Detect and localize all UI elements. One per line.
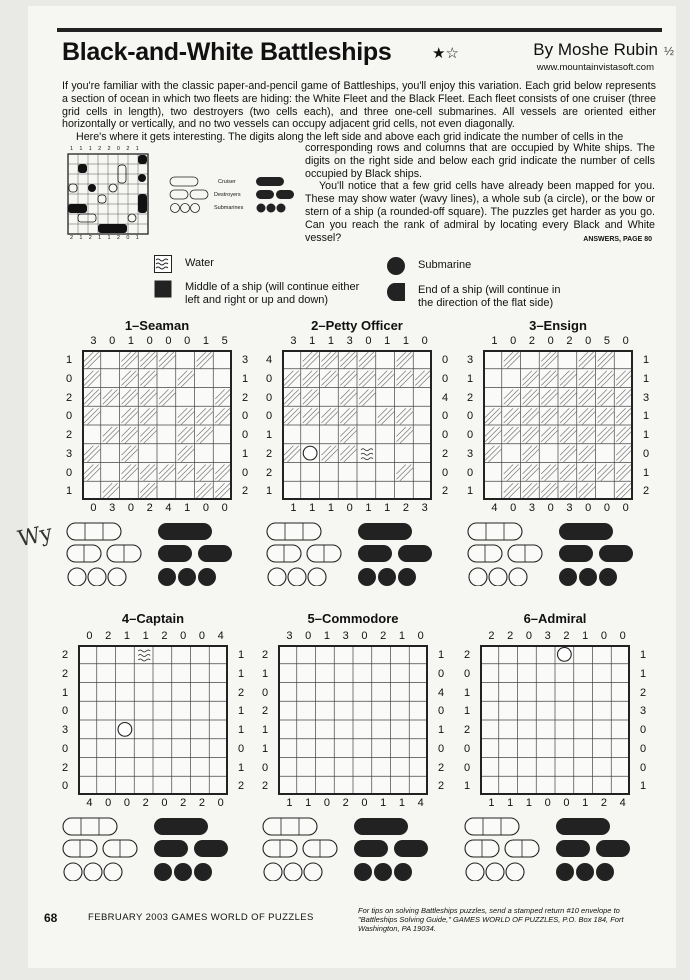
example-top-clues: 1 1 1 2 2 0 2 1 [70, 146, 142, 152]
right-clue: 2 [237, 780, 245, 793]
top-clue: 2 [105, 630, 112, 642]
bottom-clue: 1 [380, 797, 387, 809]
left-clue: 0 [61, 742, 69, 755]
bottom-clue: 0 [585, 502, 592, 514]
bottom-clue: 1 [398, 797, 405, 809]
left-clue: 1 [65, 354, 73, 366]
bottom-clue: 1 [286, 797, 293, 809]
right-clue: 2 [441, 447, 449, 460]
bottom-clue: 0 [361, 797, 368, 809]
right-clue: 1 [237, 667, 245, 680]
bottom-clue: 0 [161, 797, 168, 809]
left-clue: 2 [265, 447, 273, 460]
top-clue: 0 [525, 630, 532, 642]
right-clue: 1 [642, 372, 650, 385]
bottom-clue: 0 [123, 797, 130, 809]
left-clue: 1 [463, 780, 471, 793]
top-clue: 1 [327, 335, 334, 347]
top-clue: 1 [202, 335, 209, 347]
bottom-clue: 1 [327, 502, 334, 514]
submarine-icon [386, 256, 406, 276]
right-clue: 2 [237, 686, 245, 699]
top-clue: 0 [547, 335, 554, 347]
fleet-tally-drawing [464, 817, 644, 881]
left-clue: 0 [61, 705, 69, 718]
right-clue: 2 [441, 485, 449, 498]
top-clue: 0 [510, 335, 517, 347]
top-clue: 0 [421, 335, 428, 347]
top-clue: 1 [309, 335, 316, 347]
left-clue: 1 [466, 372, 474, 385]
top-clue: 1 [402, 335, 409, 347]
left-clue: 2 [261, 780, 269, 793]
bottom-clue: 1 [290, 502, 297, 514]
wrapped-text [305, 142, 655, 244]
puzzle-grid-1[interactable] [82, 350, 232, 500]
left-clue: 0 [463, 667, 471, 680]
top-clue: 1 [582, 630, 589, 642]
left-clue: 3 [65, 447, 73, 460]
difficulty-stars: ★☆ [432, 45, 459, 62]
page-title: Black-and-White Battleships [62, 38, 392, 66]
left-clue: 2 [65, 391, 73, 404]
right-clue: 0 [437, 667, 445, 680]
fleet-tally-1 [66, 522, 246, 591]
grid-lines [80, 647, 226, 793]
top-clue: 0 [305, 630, 312, 642]
top-clue: 2 [380, 630, 387, 642]
fleet-tally-drawing [467, 522, 647, 586]
bottom-clue: 2 [180, 797, 187, 809]
right-clue: 1 [642, 354, 650, 366]
bottom-clue: 4 [165, 502, 172, 514]
left-clue: 0 [261, 761, 269, 774]
top-clue: 0 [146, 335, 153, 347]
left-clue: 3 [61, 724, 69, 736]
left-clue: 1 [463, 686, 471, 699]
bottom-clue: 1 [184, 502, 191, 514]
left-clue: 2 [61, 667, 69, 680]
top-clue: 1 [142, 630, 149, 642]
left-clue: 0 [466, 410, 474, 423]
right-clue: 2 [241, 485, 249, 498]
left-clue: 2 [61, 649, 69, 661]
puzzle-title-4: 4–Captain [121, 611, 185, 626]
right-clue: 1 [639, 667, 647, 680]
bottom-clue: 0 [90, 502, 97, 514]
top-clue: 0 [365, 335, 372, 347]
right-clue: 0 [241, 410, 249, 423]
right-clue: 3 [642, 391, 650, 404]
top-clue: 1 [491, 335, 498, 347]
left-clue: 1 [265, 485, 273, 498]
example-label-destroyers: Destroyers [214, 192, 241, 198]
top-clue: 1 [123, 630, 130, 642]
top-clue: 3 [346, 335, 353, 347]
bottom-clue: 0 [217, 797, 224, 809]
footer-issue: FEBRUARY 2003 GAMES WORLD OF PUZZLES [88, 912, 314, 923]
top-clue: 1 [398, 630, 405, 642]
puzzle-title-5: 5–Commodore [307, 611, 399, 626]
top-clue: 3 [286, 630, 293, 642]
puzzle-grid-5[interactable] [278, 645, 428, 795]
puzzle-title-2: 2–Petty Officer [311, 318, 403, 333]
left-clue: 0 [65, 372, 73, 385]
right-clue: 0 [639, 724, 647, 736]
left-clue: 0 [265, 391, 273, 404]
right-clue: 0 [642, 447, 650, 460]
bottom-clue: 2 [600, 797, 607, 809]
top-clue: 0 [86, 630, 93, 642]
grid-lines [280, 647, 426, 793]
bottom-clue: 0 [323, 797, 330, 809]
right-clue: 0 [237, 742, 245, 755]
bottom-clue: 1 [309, 502, 316, 514]
bottom-clue: 2 [146, 502, 153, 514]
left-clue: 2 [265, 466, 273, 479]
left-clue: 3 [466, 447, 474, 460]
page-number: 68 [44, 911, 58, 925]
right-clue: 1 [639, 780, 647, 793]
top-clue: 5 [221, 335, 228, 347]
author-byline: By Moshe Rubin [533, 40, 658, 59]
bottom-clue: 2 [342, 797, 349, 809]
top-clue: 2 [507, 630, 514, 642]
ship-end-icon [386, 282, 406, 302]
left-clue: 4 [265, 354, 273, 366]
left-clue: 0 [463, 742, 471, 755]
bottom-clue: 0 [547, 502, 554, 514]
top-clue: 0 [600, 630, 607, 642]
grid-lines [284, 352, 430, 498]
right-clue: 1 [642, 466, 650, 479]
left-clue: 0 [466, 466, 474, 479]
intro-paragraph-3: You'll notice that a few grid cells have already been mapped for you. These may show water (wavy lines), a whole sub (a circle), or the bow or stern of a ship (a rounded-off square). The puzzles get harder as you go. Can you reach the rank of admiral by locating every Black and White vessel? [305, 180, 655, 244]
puzzle-grid-4[interactable] [78, 645, 228, 795]
top-clue: 2 [488, 630, 495, 642]
left-clue: 3 [466, 354, 474, 366]
top-clue: 3 [342, 630, 349, 642]
right-clue: 0 [441, 372, 449, 385]
right-clue: 2 [639, 686, 647, 699]
right-clue: 2 [241, 391, 249, 404]
bottom-clue: 4 [491, 502, 498, 514]
fleet-tally-drawing [66, 522, 246, 586]
bottom-clue: 0 [510, 502, 517, 514]
handwritten-margin-note: Wy [15, 520, 55, 553]
top-clue: 0 [180, 630, 187, 642]
top-clue: 1 [323, 630, 330, 642]
top-clue: 2 [563, 630, 570, 642]
bottom-clue: 3 [566, 502, 573, 514]
intro-paragraph-1: If you're familiar with the classic paper-and-pencil game of Battleships, you'll enjoy this variation. Each grid below represents a section of ocean in which two fleets are hiding: the White Fleet and the Black Fleet. Each fleet consists of one cruiser (three grid cells in length), two destroyers (two cells each), and three one-cell submarines. All vessels are oriented either horizontally or vertically, and no two vessels can occupy adjacent grid cells, not even diagonally. [62, 80, 656, 131]
right-clue: 1 [642, 429, 650, 441]
right-clue: 1 [237, 724, 245, 736]
left-clue: 0 [261, 686, 269, 699]
puzzle-title-3: 3–Ensign [529, 318, 587, 333]
left-clue: 2 [65, 429, 73, 441]
right-clue: 1 [437, 649, 445, 661]
left-clue: 0 [265, 410, 273, 423]
right-clue: 0 [639, 761, 647, 774]
bottom-clue: 1 [305, 797, 312, 809]
legend-water: Water [185, 257, 214, 269]
intro-paragraph-2a: Here's where it gets interesting. The digits along the left side and above each grid indicate the number of cells in the [76, 131, 624, 144]
example-grid [58, 146, 148, 241]
left-clue: 2 [261, 649, 269, 661]
ship-middle-icon [154, 280, 172, 298]
fleet-tally-drawing [62, 817, 242, 881]
puzzle-title-6: 6–Admiral [523, 611, 587, 626]
top-clue: 0 [361, 630, 368, 642]
right-clue: 1 [639, 649, 647, 661]
legend-end: End of a ship (will continue in the direction of the flat side) [418, 284, 561, 309]
footer-tips: For tips on solving Battleships puzzles, send a stamped return #10 envelope to "Battleships Solving Guide," GAMES WORLD OF PUZZLES, P.O. Box 184, Fort Washington, PA 19034. [358, 906, 624, 933]
bottom-clue: 3 [109, 502, 116, 514]
right-clue: 0 [441, 429, 449, 441]
right-clue: 0 [241, 466, 249, 479]
bottom-clue: 0 [622, 502, 629, 514]
top-clue: 2 [528, 335, 535, 347]
right-clue: 2 [437, 780, 445, 793]
bottom-clue: 1 [507, 797, 514, 809]
top-clue: 0 [165, 335, 172, 347]
header-rule [57, 28, 662, 32]
top-clue: 0 [619, 630, 626, 642]
right-clue: 1 [642, 410, 650, 423]
right-clue: 2 [437, 761, 445, 774]
left-clue: 0 [463, 761, 471, 774]
right-clue: 0 [441, 410, 449, 423]
bottom-clue: 3 [528, 502, 535, 514]
legend-sub: Submarine [418, 259, 472, 271]
bottom-clue: 1 [488, 797, 495, 809]
bottom-clue: 0 [202, 502, 209, 514]
example-label-cruiser: Cruiser [218, 179, 236, 185]
top-clue: 3 [544, 630, 551, 642]
left-clue: 1 [265, 429, 273, 441]
legend-middle: Middle of a ship (will continue either left and right or up and down) [185, 281, 360, 306]
right-clue: 0 [441, 466, 449, 479]
left-clue: 1 [466, 485, 474, 498]
top-clue: 4 [217, 630, 224, 642]
example-fleet-legend [168, 176, 298, 221]
top-clue: 1 [384, 335, 391, 347]
left-clue: 1 [65, 485, 73, 498]
example-bottom-clues: 2 1 2 1 1 2 0 1 [70, 235, 142, 241]
left-clue: 0 [65, 410, 73, 423]
answers-reference: ANSWERS, PAGE 80 [583, 236, 652, 243]
top-clue: 3 [290, 335, 297, 347]
bottom-clue: 0 [127, 502, 134, 514]
handwritten-corner-mark: ½ [664, 44, 675, 58]
right-clue: 1 [237, 705, 245, 718]
left-clue: 1 [463, 705, 471, 718]
right-clue: 3 [241, 354, 249, 366]
bottom-clue: 1 [365, 502, 372, 514]
right-clue: 0 [241, 429, 249, 441]
right-clue: 1 [241, 372, 249, 385]
intro-paragraph-2b: corresponding rows and columns that are occupied by White ships. The digits on the right side and below each grid indicate the number of cells occupied by Black ships. [305, 142, 655, 180]
bottom-clue: 4 [417, 797, 424, 809]
fleet-tally-drawing [266, 522, 446, 586]
bottom-clue: 4 [86, 797, 93, 809]
top-clue: 3 [90, 335, 97, 347]
left-clue: 0 [61, 780, 69, 793]
right-clue: 4 [437, 686, 445, 699]
right-clue: 0 [437, 705, 445, 718]
left-clue: 2 [466, 391, 474, 404]
fleet-tally-drawing [262, 817, 442, 881]
bottom-clue: 2 [402, 502, 409, 514]
bottom-clue: 1 [384, 502, 391, 514]
right-clue: 0 [639, 742, 647, 755]
top-clue: 0 [184, 335, 191, 347]
right-clue: 4 [441, 391, 449, 404]
right-clue: 3 [639, 705, 647, 718]
bottom-clue: 4 [619, 797, 626, 809]
bottom-clue: 1 [582, 797, 589, 809]
puzzle-grid-6[interactable] [480, 645, 630, 795]
left-clue: 1 [261, 724, 269, 736]
right-clue: 1 [237, 649, 245, 661]
bottom-clue: 2 [142, 797, 149, 809]
top-clue: 2 [161, 630, 168, 642]
fleet-tally-5 [262, 817, 442, 886]
fleet-tally-6 [464, 817, 644, 886]
grid-lines [485, 352, 631, 498]
author-url: www.mountainvistasoft.com [536, 62, 654, 73]
example-label-submarines: Submarines [214, 205, 244, 211]
top-clue: 5 [603, 335, 610, 347]
left-clue: 1 [61, 686, 69, 699]
water-icon [154, 255, 172, 273]
top-clue: 0 [198, 630, 205, 642]
top-clue: 0 [109, 335, 116, 347]
bottom-clue: 0 [544, 797, 551, 809]
left-clue: 0 [466, 429, 474, 441]
bottom-clue: 0 [563, 797, 570, 809]
right-clue: 1 [237, 761, 245, 774]
puzzle-grid-2[interactable] [282, 350, 432, 500]
left-clue: 1 [261, 667, 269, 680]
left-clue: 2 [61, 761, 69, 774]
bottom-clue: 0 [346, 502, 353, 514]
example-grid-drawing [58, 146, 168, 246]
left-clue: 2 [463, 724, 471, 736]
bottom-clue: 1 [525, 797, 532, 809]
right-clue: 0 [441, 354, 449, 366]
top-clue: 0 [622, 335, 629, 347]
left-clue: 1 [261, 742, 269, 755]
grid-lines [482, 647, 628, 793]
bottom-clue: 3 [421, 502, 428, 514]
fleet-tally-2 [266, 522, 446, 591]
left-clue: 0 [65, 466, 73, 479]
top-clue: 1 [127, 335, 134, 347]
fleet-tally-4 [62, 817, 242, 886]
grid-lines [84, 352, 230, 498]
left-clue: 0 [265, 372, 273, 385]
left-clue: 2 [261, 705, 269, 718]
intro-text [62, 80, 656, 144]
right-clue: 0 [437, 742, 445, 755]
right-clue: 1 [437, 724, 445, 736]
puzzle-title-1: 1–Seaman [124, 318, 190, 333]
fleet-tally-3 [467, 522, 647, 591]
bottom-clue: 0 [603, 502, 610, 514]
bottom-clue: 0 [221, 502, 228, 514]
right-clue: 2 [642, 485, 650, 498]
puzzle-grid-3[interactable] [483, 350, 633, 500]
left-clue: 2 [463, 649, 471, 661]
bottom-clue: 0 [105, 797, 112, 809]
bottom-clue: 2 [198, 797, 205, 809]
right-clue: 1 [241, 447, 249, 460]
top-clue: 0 [585, 335, 592, 347]
top-clue: 2 [566, 335, 573, 347]
top-clue: 0 [417, 630, 424, 642]
